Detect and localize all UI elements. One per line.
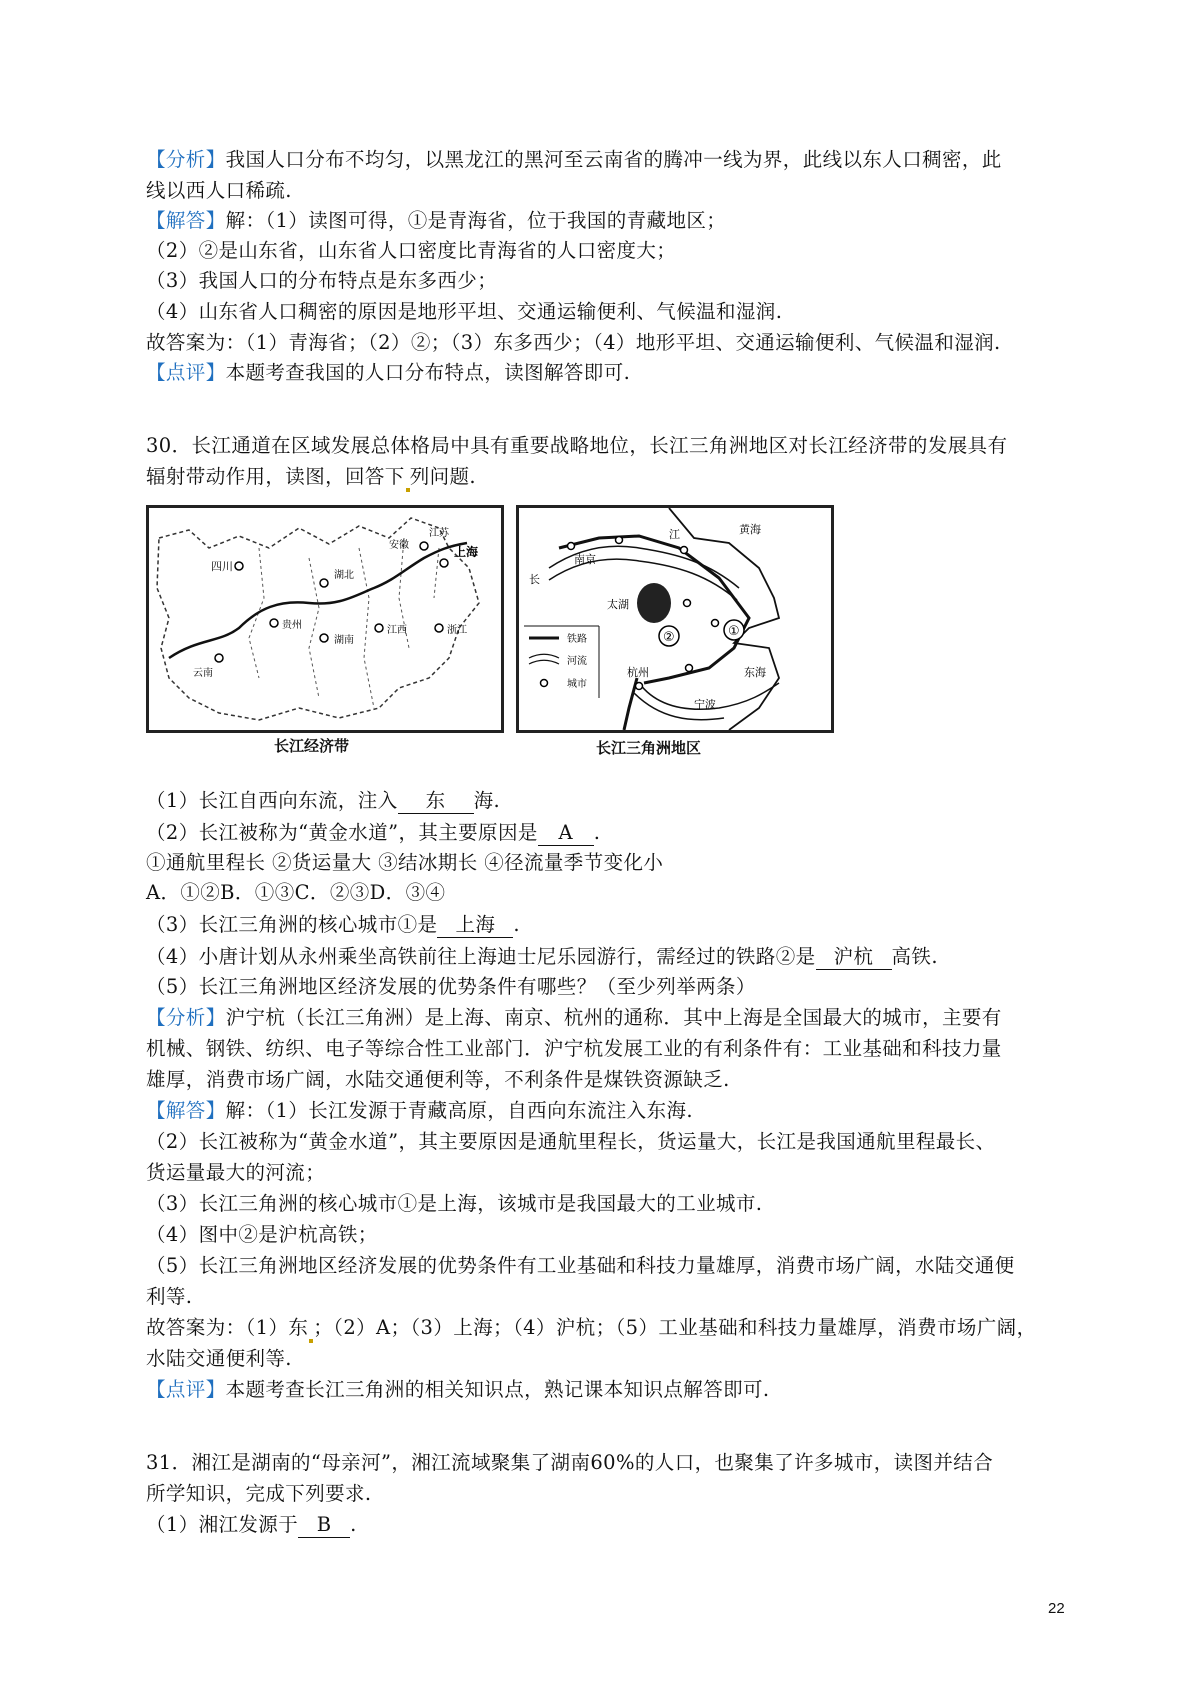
map1-label: 贵州 xyxy=(282,620,302,631)
yangtze-delta-map xyxy=(516,505,834,733)
analysis-paragraph xyxy=(146,145,1002,175)
answer-text: ；（2）A；（3）上海；（4）沪杭；（5）工业基础和科技力量雄厚，消费市场广阔， xyxy=(313,1316,1037,1339)
map2-label: 太湖 xyxy=(607,598,629,611)
question-31-stem: 31．湘江是湖南的“母亲河”，湘江流域聚集了湖南60%的人口，也聚集了许多城市，读图并结合 xyxy=(146,1451,994,1474)
solution-line: （4）山东省人口稠密的原因是地形平坦、交通运输便利、气候温和湿润. xyxy=(146,300,783,323)
map2-label: 杭州 xyxy=(627,666,649,679)
question-text: . xyxy=(350,1513,357,1536)
map2-label: 江 xyxy=(669,528,680,541)
map2-label: 宁波 xyxy=(694,698,716,711)
answer-line-cont: 水陆交通便利等. xyxy=(146,1347,292,1370)
q30-options-line: ①通航里程长 ②货运量大 ③结冰期长 ④径流量季节变化小 xyxy=(146,851,664,874)
analysis-text: 沪宁杭（长江三角洲）是上海、南京、杭州的通称．其中上海是全国最大的城市，主要有 xyxy=(225,1006,1002,1029)
map1-label: 安徽 xyxy=(389,540,409,551)
answer-blank: 东 xyxy=(398,789,474,814)
question-text: （4）小唐计划从永州乘坐高铁前往上海迪士尼乐园游行，需经过的铁路②是 xyxy=(146,945,816,968)
solution-line: （3）长江三角洲的核心城市①是上海，该城市是我国最大的工业城市. xyxy=(146,1192,763,1215)
solution-line: （2）长江被称为“黄金水道”，其主要原因是通航里程长，货运量大，长江是我国通航里程最长、 xyxy=(146,1130,996,1153)
q30-part-2 xyxy=(146,818,600,848)
solution-line: （4）图中②是沪杭高铁； xyxy=(146,1223,378,1246)
map2-caption: 长江三角洲地区 xyxy=(596,739,702,757)
map1-label: 江西 xyxy=(387,625,407,636)
analysis-text-cont: 线以西人口稀疏. xyxy=(146,179,292,202)
map1-label: 上海 xyxy=(454,545,479,559)
q30-part-3 xyxy=(146,910,520,940)
solution-line: 利等. xyxy=(146,1285,193,1308)
analysis-text-cont: 机械、钢铁、纺织、电子等综合性工业部门．沪宁杭发展工业的有利条件有：工业基础和科技力量 xyxy=(146,1037,1002,1060)
comment-text: 本题考查长江三角洲的相关知识点，熟记课本知识点解答即可. xyxy=(225,1378,770,1401)
answer-blank: 沪杭 xyxy=(816,945,892,970)
comment-tag: 【点评】 xyxy=(146,1378,226,1401)
solution-line: （5）长江三角洲地区经济发展的优势条件有工业基础和科技力量雄厚，消费市场广阔，水陆交通便 xyxy=(146,1254,1015,1277)
analysis-tag: 【分析】 xyxy=(146,148,226,171)
legend-label: 铁路 xyxy=(567,634,587,645)
legend-label: 城市 xyxy=(567,679,587,690)
q30-part-4 xyxy=(146,942,938,972)
answer-blank: 上海 xyxy=(437,913,513,938)
map1-caption: 长江经济带 xyxy=(274,737,350,755)
analysis-paragraph xyxy=(146,1003,1002,1033)
question-text: 海. xyxy=(473,789,501,812)
comment-paragraph xyxy=(146,1375,770,1405)
analysis-text-cont: 雄厚，消费市场广阔，水陆交通便利等，不利条件是煤铁资源缺乏. xyxy=(146,1068,730,1091)
stem-text: 辐射带动作用，读图，回答下 xyxy=(146,465,405,488)
answer-blank: B xyxy=(298,1513,350,1538)
q31-part-1 xyxy=(146,1510,357,1540)
q30-part-1 xyxy=(146,786,500,816)
question-text: . xyxy=(513,913,521,936)
solution-line: 货运量最大的河流； xyxy=(146,1161,326,1184)
solution-tag: 【解答】 xyxy=(146,1099,226,1122)
map2-label: 长 xyxy=(529,573,540,586)
question-31-stem-cont: 所学知识，完成下列要求. xyxy=(146,1482,372,1505)
legend-label: 河流 xyxy=(567,656,587,667)
analysis-tag: 【分析】 xyxy=(146,1006,226,1029)
comment-paragraph xyxy=(146,358,630,388)
map1-label: 浙江 xyxy=(447,625,467,636)
solution-tag: 【解答】 xyxy=(146,209,226,232)
map2-label: 黄海 xyxy=(739,523,761,536)
comment-tag: 【点评】 xyxy=(146,361,226,384)
comment-text: 本题考查我国的人口分布特点，读图解答即可. xyxy=(225,361,631,384)
marker-1-label: ① xyxy=(728,624,740,639)
map1-label: 湖南 xyxy=(334,635,354,646)
yangtze-economic-belt-map xyxy=(146,505,504,733)
map2-drawing xyxy=(519,508,831,730)
map1-label: 江苏 xyxy=(429,528,449,539)
question-text: （3）长江三角洲的核心城市①是 xyxy=(146,913,438,936)
stray-mark xyxy=(406,488,410,492)
map1-label: 四川 xyxy=(211,560,233,573)
analysis-text: 我国人口分布不均匀，以黑龙江的黑河至云南省的腾冲一线为界，此线以东人口稠密，此 xyxy=(225,148,1002,171)
map1-drawing xyxy=(149,508,501,730)
answer-blank: A xyxy=(538,821,594,846)
q30-part-5: （5）长江三角洲地区经济发展的优势条件有哪些？（至少列举两条） xyxy=(146,975,756,998)
question-text: （2）长江被称为“黄金水道”，其主要原因是 xyxy=(146,821,538,844)
question-text: （1）湘江发源于 xyxy=(146,1513,299,1536)
solution-text: 解：（1）长江发源于青藏高原，自西向东流注入东海. xyxy=(225,1099,693,1122)
answer-line xyxy=(146,1313,1036,1343)
stem-text: 列问题. xyxy=(409,465,477,488)
solution-line: （3）我国人口的分布特点是东多西少； xyxy=(146,269,498,292)
answer-text: 故答案为：（1）东 xyxy=(146,1316,309,1339)
question-text: 高铁. xyxy=(891,945,938,968)
question-30-stem-cont xyxy=(146,462,476,492)
page-number: 22 xyxy=(1048,1600,1065,1617)
marker-2-label: ② xyxy=(663,630,675,645)
map1-label: 湖北 xyxy=(334,570,354,581)
solution-paragraph xyxy=(146,1096,693,1126)
solution-text: 解：（1）读图可得，①是青海省，位于我国的青藏地区； xyxy=(225,209,727,232)
map2-label: 南京 xyxy=(574,553,596,566)
q30-choices-line: A．①②B．①③C．②③D．③④ xyxy=(146,881,446,904)
question-text: . xyxy=(593,821,601,844)
map1-label: 云南 xyxy=(193,668,213,679)
map2-label: 东海 xyxy=(744,666,766,679)
question-30-figure xyxy=(146,505,856,765)
solution-paragraph xyxy=(146,206,726,236)
solution-line: （2）②是山东省，山东省人口密度比青海省的人口密度大； xyxy=(146,239,677,262)
stray-mark xyxy=(309,1339,313,1343)
question-text: （1）长江自西向东流，注入 xyxy=(146,789,398,812)
answer-line: 故答案为：（1）青海省；（2）②；（3）东多西少；（4）地形平坦、交通运输便利、气候温和湿润. xyxy=(146,331,1001,354)
question-30-stem: 30．长江通道在区域发展总体格局中具有重要战略地位，长江三角洲地区对长江经济带的发展具有 xyxy=(146,434,1008,457)
